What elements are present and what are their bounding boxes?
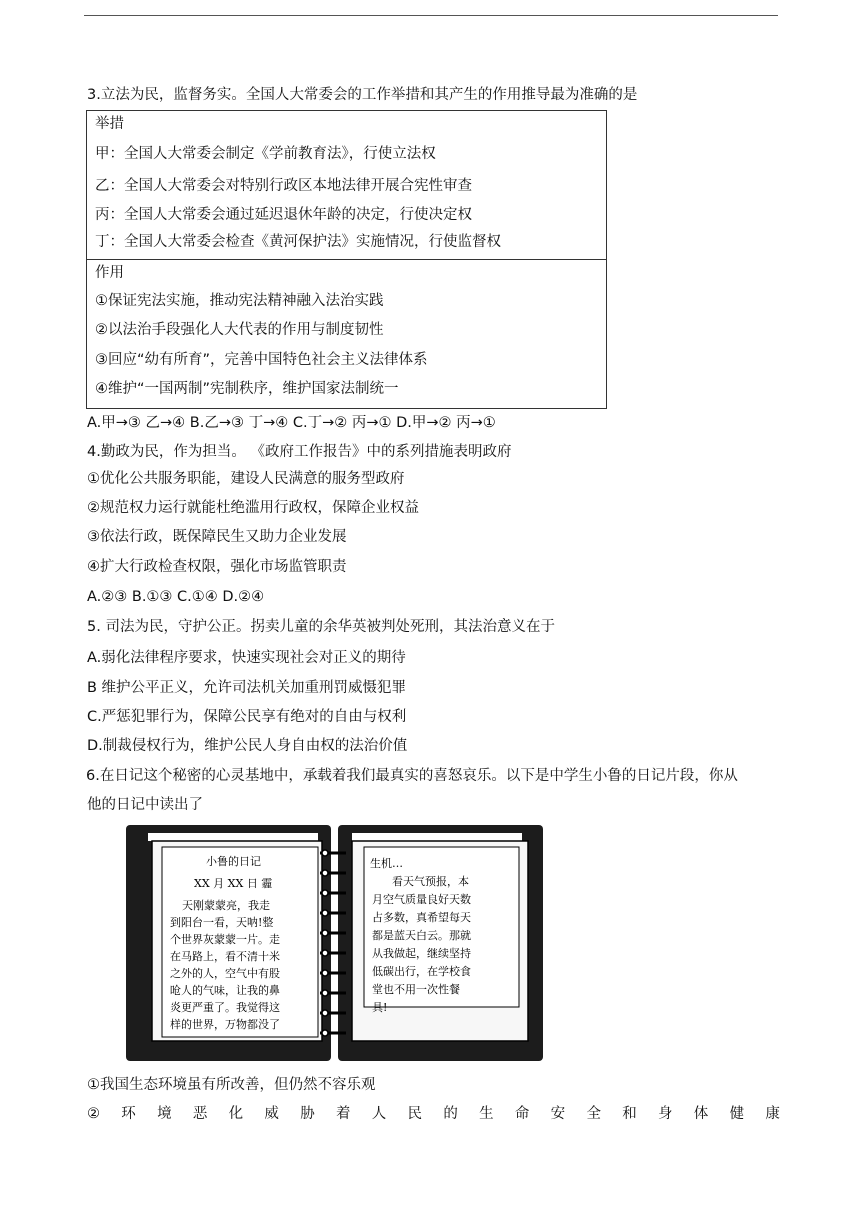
diary-left-line: 到阳台一看，天呐!整 [170,916,274,929]
q6-item: ①我国生态环境虽有所改善，但仍然不容乐观 [87,1077,376,1093]
q6-item2-char: 安 [550,1106,566,1122]
q6-item2-char: 境 [157,1106,172,1122]
q6-item2-char: 威 [264,1106,279,1122]
q3-stem: 3.立法为民，监督务实。全国人大常委会的工作举措和其产生的作用推导最为准确的是 [87,87,638,103]
effect-item: ②以法治手段强化人大代表的作用与制度韧性 [95,322,384,338]
measure-item: 丙：全国人大常委会通过延迟退休年龄的决定，行使决定权 [95,207,472,223]
q5-option: B 维护公平正义，允许司法机关加重刑罚威慑犯罪 [87,680,407,696]
q4-item: ①优化公共服务职能，建设人民满意的服务型政府 [87,471,405,487]
q6-item2-char: ② [87,1106,100,1122]
q6-item2-char: 的 [443,1106,458,1122]
diary-left-line: 样的世界，万物都没了 [170,1018,280,1031]
q5-stem: 5. 司法为民，守护公正。拐卖儿童的余华英被判处死刑，其法治意义在于 [87,619,555,635]
diary-right-line: 从我做起，继续坚持 [372,947,471,960]
q6-item2-char: 身 [658,1106,673,1122]
diary-left-title: 小鲁的日记 [206,855,261,868]
diary-right-line: 看天气预报，本 [392,875,469,888]
q3-options: A.甲→③ 乙→④ B.乙→③ 丁→④ C.丁→② 丙→① D.甲→② 丙→① [87,415,496,431]
q5-option: A.弱化法律程序要求，快速实现社会对正义的期待 [87,650,406,666]
diary-right-line: 占多数，真希望每天 [372,911,471,924]
q5-option: D.制裁侵权行为，维护公民人身自由权的法治价值 [87,738,408,754]
q6-item2-char: 生 [479,1106,494,1122]
effect-item: ①保证宪法实施，推动宪法精神融入法治实践 [95,293,384,309]
q6-item2-char: 全 [586,1106,601,1122]
q6-stem-line1: 6.在日记这个秘密的心灵基地中，承载着我们最真实的喜怒哀乐。以下是中学生小鲁的日记片段，你从 [86,768,738,784]
q6-item2-char: 恶 [192,1106,208,1122]
q6-item-2 [87,1104,780,1124]
q4-options: A.②③ B.①③ C.①④ D.②④ [87,589,265,605]
diary-left-line: 天刚蒙蒙亮，我走 [182,899,270,912]
q6-item2-char: 环 [121,1106,136,1122]
measure-item: 乙：全国人大常委会对特别行政区本地法律开展合宪性审查 [95,178,472,194]
q6-item2-char: 民 [407,1106,423,1122]
diary-right-line: 堂也不用一次性餐 [372,983,460,996]
q6-item2-char: 体 [693,1106,709,1122]
diary-right-line: 都是蓝天白云。那就 [372,929,471,942]
diary-left-line: 炎更严重了。我觉得这 [170,1001,280,1014]
header-rule [84,15,778,16]
q4-item: ④扩大行政检查权限，强化市场监管职责 [87,559,347,575]
q6-item2-char: 健 [729,1106,745,1122]
effects-box [86,259,607,409]
q4-item: ③依法行政，既保障民生又助力企业发展 [87,529,347,545]
q6-item2-char: 和 [622,1106,637,1122]
diary-left-line: 呛人的气味，让我的鼻 [170,984,280,997]
diary-left-date: XX 月 XX 日 霾 [194,877,273,890]
effects-title: 作用 [95,265,124,281]
diary-right-line: 具! [372,1001,388,1014]
measures-box [86,110,607,260]
diary-right-line: 生机… [370,857,403,870]
q6-item2-char: 着 [335,1106,351,1122]
q5-option: C.严惩犯罪行为，保障公民享有绝对的自由与权利 [87,709,407,725]
diary-right-line: 月空气质量良好天数 [372,893,471,906]
measure-item: 甲：全国人大常委会制定《学前教育法》，行使立法权 [95,146,436,162]
q4-item: ②规范权力运行就能杜绝滥用行政权，保障企业权益 [87,500,419,516]
q6-item2-char: 康 [765,1106,780,1122]
diary-left-line: 之外的人，空气中有股 [170,967,280,980]
diary-left-line: 在马路上，看不清十米 [170,950,280,963]
measure-item: 丁：全国人大常委会检查《黄河保护法》实施情况，行使监督权 [95,234,501,250]
diary-notebook-illustration [124,823,545,1063]
q6-item2-char: 人 [371,1106,387,1122]
q4-stem: 4.勤政为民，作为担当。 《政府工作报告》中的系列措施表明政府 [87,444,512,460]
q6-item2-char: 胁 [300,1106,315,1122]
q6-item2-char: 命 [514,1106,530,1122]
diary-left-line: 个世界灰蒙蒙一片。走 [170,933,280,946]
diary-right-line: 低碳出行，在学校食 [372,965,471,978]
effect-item: ③回应“幼有所育”，完善中国特色社会主义法律体系 [95,352,428,368]
q6-item2-char: 化 [228,1106,244,1122]
effect-item: ④维护“一国两制”宪制秩序，维护国家法制统一 [95,381,399,397]
measures-title: 举措 [95,116,124,132]
q6-stem-line2: 他的日记中读出了 [87,797,203,813]
